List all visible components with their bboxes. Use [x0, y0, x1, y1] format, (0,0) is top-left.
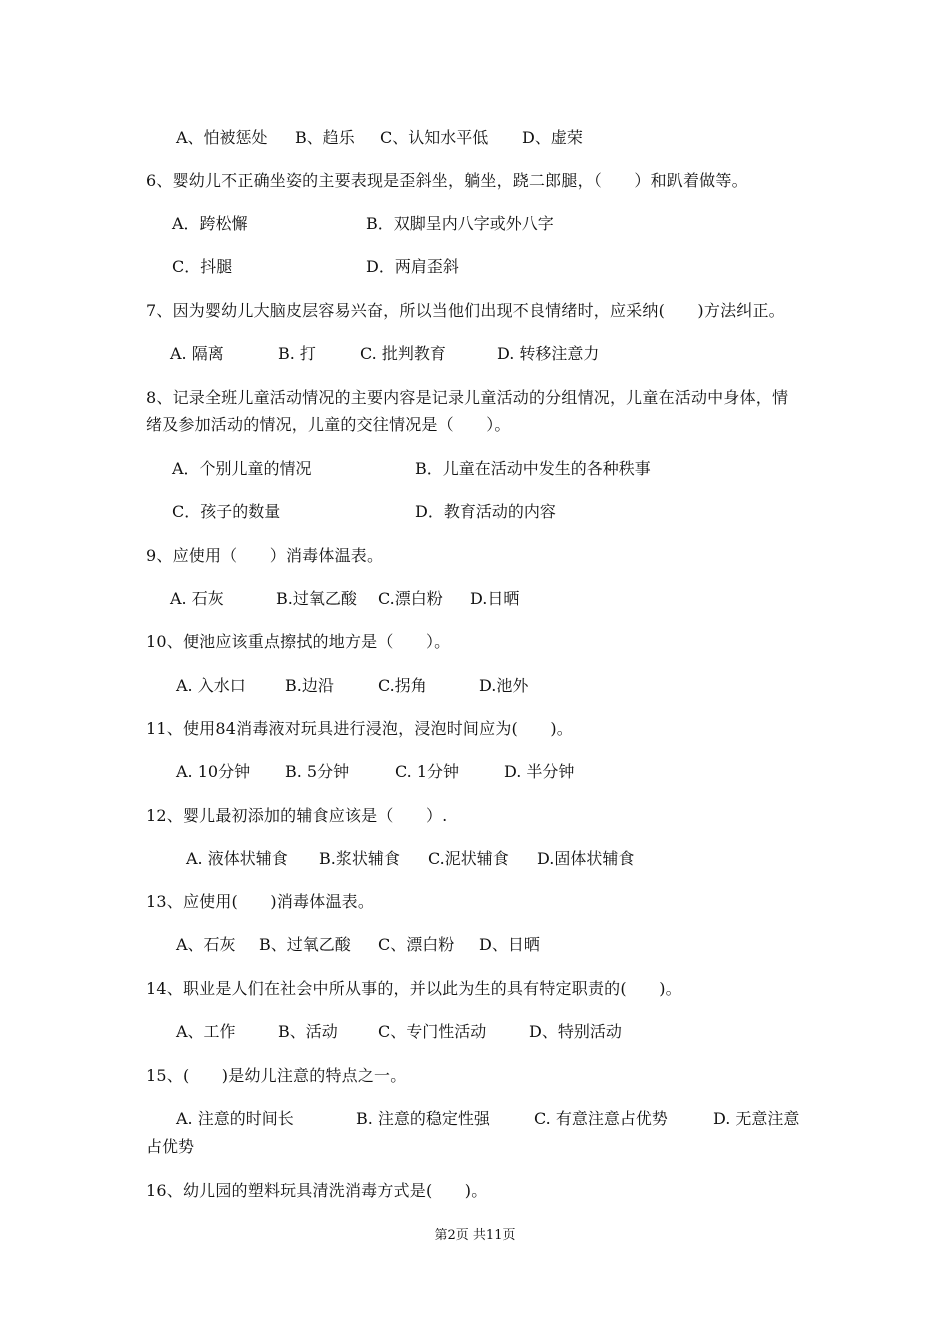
option-d: D、虚荣	[522, 128, 583, 147]
page-number-footer: 第2页 共11页	[434, 1228, 516, 1243]
option-a: A、怕被惩处	[176, 128, 268, 147]
option-a: A. 石灰	[170, 589, 224, 608]
option-b: B．儿童在活动中发生的各种秩事	[415, 459, 651, 478]
option-b: B. 注意的稳定性强	[356, 1109, 490, 1128]
option-d: D.日晒	[470, 589, 520, 608]
option-c: C. 1分钟	[395, 762, 460, 781]
option-b: B、过氧乙酸	[259, 935, 351, 954]
option-a: A．个别儿童的情况	[172, 459, 312, 478]
option-a: A. 10分钟	[176, 762, 251, 781]
question-stem: 13、应使用( )消毒体温表。	[146, 892, 375, 911]
option-d: D、特别活动	[529, 1022, 622, 1041]
option-c: C、专门性活动	[378, 1022, 487, 1041]
option-c: C.泥状辅食	[428, 849, 509, 868]
question-stem: 12、婴儿最初添加的辅食应该是（ ）.	[146, 806, 448, 825]
option-a: A. 隔离	[170, 344, 224, 363]
option-c: C.拐角	[378, 676, 427, 695]
option-d: D.固体状辅食	[537, 849, 635, 868]
question-stem: 8、记录全班儿童活动情况的主要内容是记录儿童活动的分组情况，儿童在活动中身体，情	[146, 388, 789, 407]
option-a: A、工作	[176, 1022, 236, 1041]
question-stem: 16、幼儿园的塑料玩具清洗消毒方式是( )。	[146, 1181, 488, 1200]
question-stem-continued: 绪及参加活动的情况，儿童的交往情况是（ ）。	[146, 415, 511, 434]
option-b: B、趋乐	[295, 128, 355, 147]
option-d: D．两肩歪斜	[366, 257, 459, 276]
option-d: D. 无意注意	[713, 1109, 800, 1128]
question-stem: 15、( )是幼儿注意的特点之一。	[146, 1066, 407, 1085]
option-d: D. 半分钟	[504, 762, 575, 781]
option-c: C、认知水平低	[380, 128, 489, 147]
option-c: C.漂白粉	[378, 589, 443, 608]
question-stem: 14、职业是人们在社会中所从事的，并以此为生的具有特定职责的( )。	[146, 979, 682, 998]
option-b: B. 5分钟	[285, 762, 350, 781]
option-c: C．抖腿	[172, 257, 233, 276]
question-stem: 10、便池应该重点擦拭的地方是（ ）。	[146, 632, 451, 651]
option-c: C、漂白粉	[378, 935, 455, 954]
option-c: C. 批判教育	[360, 344, 446, 363]
option-b: B.浆状辅食	[319, 849, 400, 868]
option-d-continued: 占优势	[146, 1137, 195, 1156]
option-d: D、日晒	[479, 935, 540, 954]
option-a: A. 入水口	[176, 676, 246, 695]
option-c: C. 有意注意占优势	[534, 1109, 668, 1128]
option-b: B、活动	[278, 1022, 338, 1041]
option-a: A．跨松懈	[172, 214, 248, 233]
question-stem: 7、因为婴幼儿大脑皮层容易兴奋，所以当他们出现不良情绪时，应采纳( )方法纠正。	[146, 301, 785, 320]
option-d: D.池外	[479, 676, 529, 695]
option-b: B.边沿	[285, 676, 334, 695]
option-d: D. 转移注意力	[497, 344, 600, 363]
option-b: B．双脚呈内八字或外八字	[366, 214, 554, 233]
option-d: D．教育活动的内容	[415, 502, 556, 521]
option-a: A. 注意的时间长	[176, 1109, 294, 1128]
option-a: A. 液体状辅食	[186, 849, 288, 868]
option-c: C．孩子的数量	[172, 502, 281, 521]
question-stem: 9、应使用（ ）消毒体温表。	[146, 546, 384, 565]
question-stem: 11、使用84消毒液对玩具进行浸泡，浸泡时间应为( )。	[146, 719, 574, 738]
option-b: B.过氧乙酸	[276, 589, 357, 608]
question-stem: 6、婴幼儿不正确坐姿的主要表现是歪斜坐，躺坐，跷二郎腿，（ ）和趴着做等。	[146, 171, 748, 190]
option-a: A、石灰	[176, 935, 236, 954]
option-b: B. 打	[278, 344, 316, 363]
